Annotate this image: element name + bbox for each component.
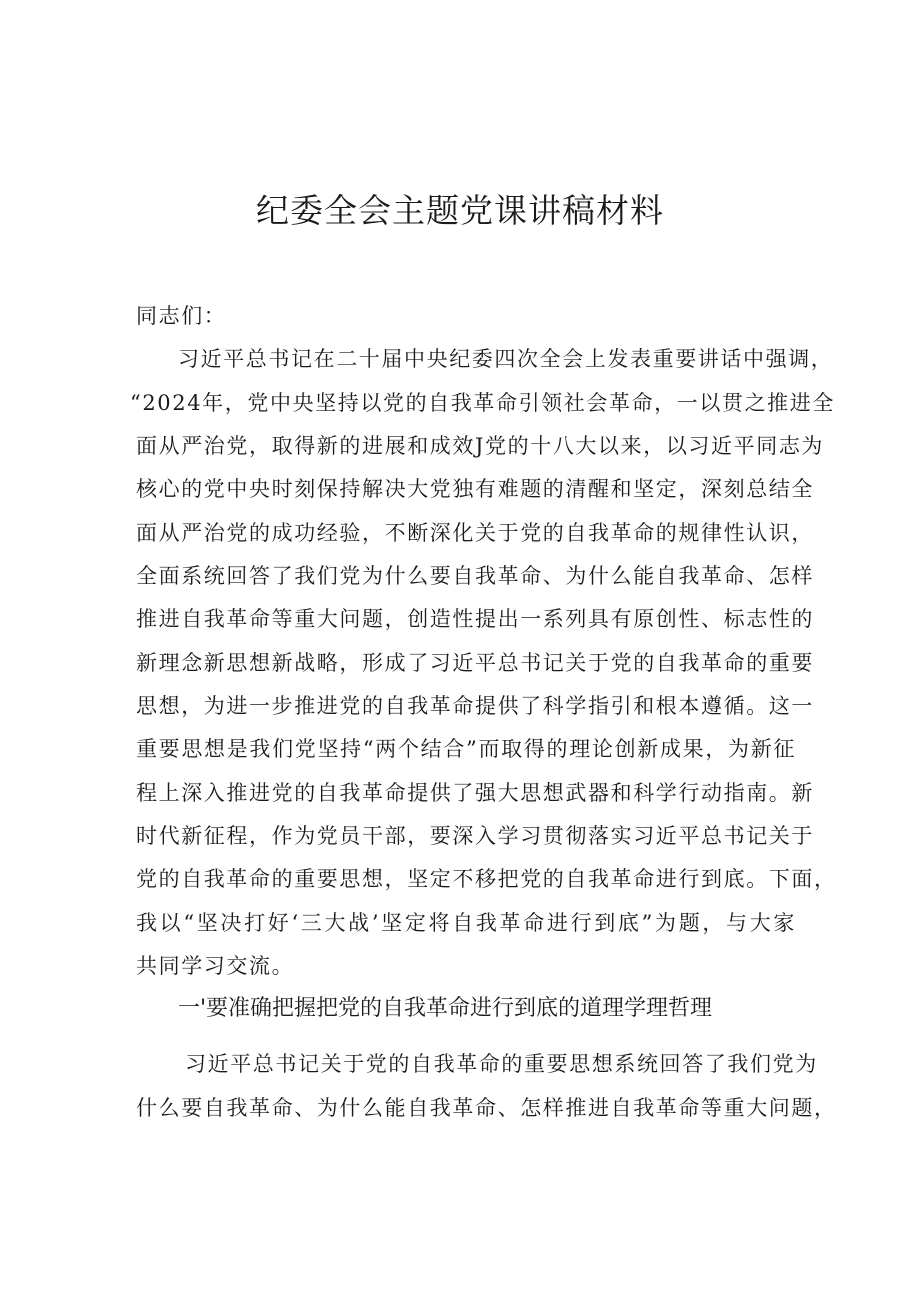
paragraph-line: 思想，为进一步推进党的自我革命提供了科学指引和根本遵循。这一 xyxy=(136,694,814,718)
paragraph-line: 共同学习交流。 xyxy=(136,954,295,978)
salutation: 同志们： xyxy=(136,304,227,328)
paragraph-line: 推进自我革命等重大问题，创造性提出一系列具有原创性、标志性的 xyxy=(136,607,814,631)
section-heading: 一'要准确把握把党的自我革命进行到底的道理学理哲理 xyxy=(178,996,713,1021)
paragraph-line: 重要思想是我们党坚持“两个结合”而取得的理论创新成果，为新征 xyxy=(136,737,796,761)
document-title: 纪委全会主题党课讲稿材料 xyxy=(256,191,664,230)
paragraph-line: “2024年，党中央坚持以党的自我革命引领社会革命，一以贯之推进全 xyxy=(130,391,835,415)
paragraph-line: 习近平总书记在二十届中央纪委四次全会上发表重要讲话中强调， xyxy=(178,347,834,371)
paragraph-line: 面从严治党的成功经验，不断深化关于党的自我革命的规律性认识， xyxy=(136,521,814,545)
paragraph-line: 全面系统回答了我们党为什么要自我革命、为什么能自我革命、怎样 xyxy=(136,564,814,588)
paragraph-line: 我以“坚决打好‘三大战’坚定将自我革命进行到底”为题，与大家 xyxy=(136,911,796,935)
paragraph-line: 时代新征程，作为党员干部，要深入学习贯彻落实习近平总书记关于 xyxy=(136,824,814,848)
paragraph-line: 什么要自我革命、为什么能自我革命、怎样推进自我革命等重大问题， xyxy=(136,1096,837,1120)
paragraph-line: 新理念新思想新战略，形成了习近平总书记关于党的自我革命的重要 xyxy=(136,651,814,675)
paragraph-line: 核心的党中央时刻保持解决大党独有难题的清醒和坚定，深刻总结全 xyxy=(136,477,814,501)
paragraph-line: 程上深入推进党的自我革命提供了强大思想武器和科学行动指南。新 xyxy=(136,781,814,805)
paragraph-line: 面从严治党，取得新的进展和成效J党的十八大以来，以习近平同志为 xyxy=(136,434,825,458)
paragraph-line: 习近平总书记关于党的自我革命的重要思想系统回答了我们党为 xyxy=(185,1052,818,1076)
paragraph-line: 党的自我革命的重要思想，坚定不移把党的自我革命进行到底。下面， xyxy=(136,867,837,891)
